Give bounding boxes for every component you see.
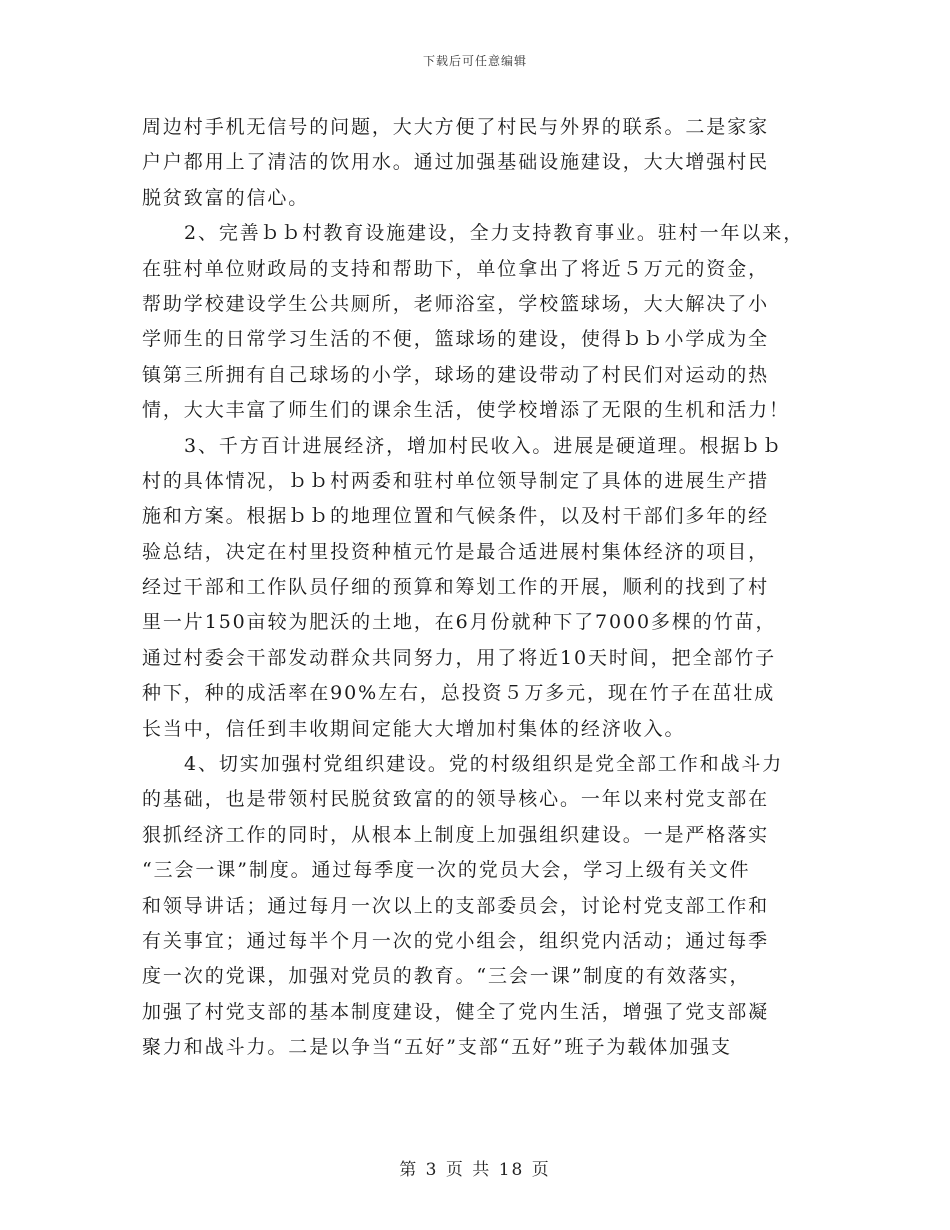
text-line: 和领导讲话；通过每月一次以上的支部委员会，讨论村党支部工作和 [142,894,770,917]
paragraph-start-line: 4、切实加强村党组织建设。党的村级组织是党全部工作和战斗力 [184,753,784,776]
paragraph-start-line: 2、完善ｂｂ村教育设施建设，全力支持教育事业。驻村一年以来， [184,222,805,245]
text-line: 学师生的日常学习生活的不便，篮球场的建设，使得ｂｂ小学成为全 [142,328,770,351]
text-line: 里一片150亩较为肥沃的土地，在6月份就种下了7000多棵的竹苗， [142,611,777,634]
text-line: 聚力和战斗力。二是以争当“五好”支部“五好”班子为载体加强支 [142,1036,732,1059]
page-header: 下载后可任意编辑 [422,54,527,68]
text-line: 经过干部和工作队员仔细的预算和筹划工作的开展，顺利的找到了村 [142,576,770,599]
text-line: 村的具体情况，ｂｂ村两委和驻村单位领导制定了具体的进展生产措 [142,469,770,492]
text-line: 长当中，信任到丰收期间定能大大增加村集体的经济收入。 [142,717,686,740]
text-line: 周边村手机无信号的问题，大大方便了村民与外界的联系。二是家家 [142,116,770,138]
text-line: 施和方案。根据ｂｂ的地理位置和气候条件，以及村干部们多年的经 [142,505,770,528]
text-line: 帮助学校建设学生公共厕所，老师浴室，学校篮球场，大大解决了小 [142,292,770,315]
document-body [142,110,822,1066]
text-line: 通过村委会干部发动群众共同努力，用了将近10天时间，把全部竹子 [142,646,777,669]
text-line: 户户都用上了清洁的饮用水。通过加强基础设施建设，大大增强村民 [142,151,770,174]
text-line: 验总结，决定在村里投资种植元竹是最合适进展村集体经济的项目， [142,540,770,563]
text-line: “三会一课”制度。通过每季度一次的党员大会，学习上级有关文件 [142,859,751,882]
text-line: 有关事宜；通过每半个月一次的党小组会，组织党内活动；通过每季 [142,929,770,952]
text-line: 情，大大丰富了师生们的课余生活，使学校增添了无限的生机和活力！ [142,399,790,422]
text-line: 在驻村单位财政局的支持和帮助下，单位拿出了将近５万元的资金， [142,257,770,280]
paragraph-start-line: 3、千方百计进展经济，增加村民收入。进展是硬道理。根据ｂｂ [184,434,784,457]
text-line: 加强了村党支部的基本制度建设，健全了党内生活，增强了党支部凝 [142,1000,770,1023]
text-line: 的基础，也是带领村民脱贫致富的的领导核心。一年以来村党支部在 [142,788,770,811]
text-line: 度一次的党课，加强对党员的教育。“三会一课”制度的有效落实， [142,965,751,988]
text-line: 狠抓经济工作的同时，从根本上制度上加强组织建设。一是严格落实 [142,823,770,846]
page-number-footer: 第 3 页 共 18 页 [399,1160,551,1180]
text-line: 种下，种的成活率在90%左右，总投资５万多元，现在竹子在茁壮成 [142,682,776,705]
text-line: 镇第三所拥有自己球场的小学，球场的建设带动了村民们对运动的热 [142,363,770,386]
text-line: 脱贫致富的信心。 [142,186,310,209]
